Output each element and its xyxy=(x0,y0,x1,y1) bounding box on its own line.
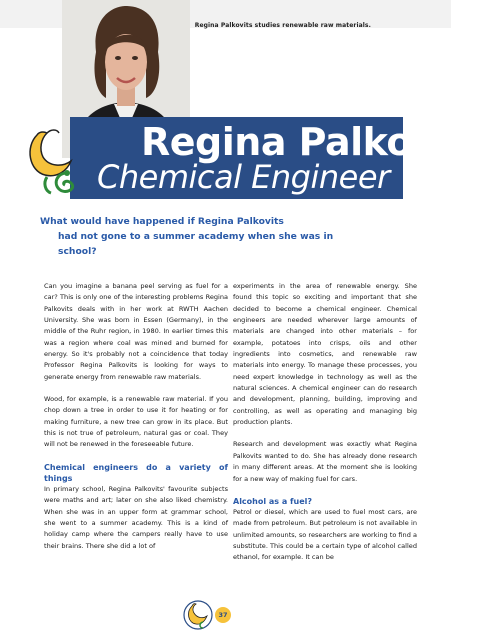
subtitle-line-1: What would have happened if Regina Palkovits xyxy=(40,216,284,227)
title-name: Regina Palkovits, xyxy=(141,120,503,164)
right-paragraph-3: Petrol or diesel, which are used to fuel most cars, are made from petroleum. But petroleum is not available in unlimited amounts, so researchers are working to find a substitute. This could be a certain type of alcohol called ethanol, for example. It can be xyxy=(233,507,417,562)
right-paragraph-2: Research and development was exactly what Regina Palkovits wanted to do. She has already done research in many different areas. At the moment she is looking for a new way of making fuel for cars. xyxy=(233,440,417,483)
title-profession: Chemical Engineer xyxy=(97,158,390,196)
left-paragraph-3: In primary school, Regina Palkovits' favourite subjects were maths and art; later on she also liked chemistry. When she was in an upper form at grammar school, she went to a summer academy. This is a kind of holiday camp where the campers really have to use their brains. There she did a lot of xyxy=(44,484,228,550)
left-column xyxy=(44,281,228,563)
section-heading-alcohol: Alcohol as a fuel? xyxy=(233,496,313,506)
right-column xyxy=(233,281,417,575)
left-paragraph-1: Can you imagine a banana peel serving as fuel for a car? This is only one of the interesting problems Regina Palkovits deals with in her work at RWTH Aachen University. She was born in Essen (Germany), in the middle of the Ruhr region, in 1980. In earlier times this was a region where coal was mined and burned for energy. So it's probably not a coincidence that today Professor Regina Palkovits is looking for ways to generate energy from renewable raw materials. xyxy=(44,282,228,381)
subtitle-line-2: had not gone to a summer academy when she was in school? xyxy=(58,231,334,257)
banana-mascot-icon xyxy=(27,127,83,201)
right-paragraph-1: experiments in the area of renewable energy. She found this topic so exciting and important that she decided to become a chemical engineer. Chemical engineers are needed wherever large amounts of materials are changed into other materials – for example, potatoes into crisps, oils and other ingredients into cosmetics, and renewable raw materials into energy. To manage these processes, you need expert knowledge in technology as well as the natural sciences. A chemical engineer can do research and development, planning, building, improving and controlling, as well as operating and managing big production plants. xyxy=(233,282,417,427)
subtitle-question xyxy=(40,214,350,259)
section-heading-chemical-engineers: Chemical engineers do a variety of things xyxy=(44,462,228,483)
footer-banana-icon xyxy=(183,598,213,632)
left-paragraph-2: Wood, for example, is a renewable raw material. If you chop down a tree in order to use it for heating or for making furniture, a new tree can grow in its place. But this is not true of petroleum, natural gas or coal. They will not be renewed in the foreseeable future. xyxy=(44,395,228,449)
header-caption: Regina Palkovits studies renewable raw materials. xyxy=(194,22,371,29)
page-number: 37 xyxy=(215,607,231,623)
